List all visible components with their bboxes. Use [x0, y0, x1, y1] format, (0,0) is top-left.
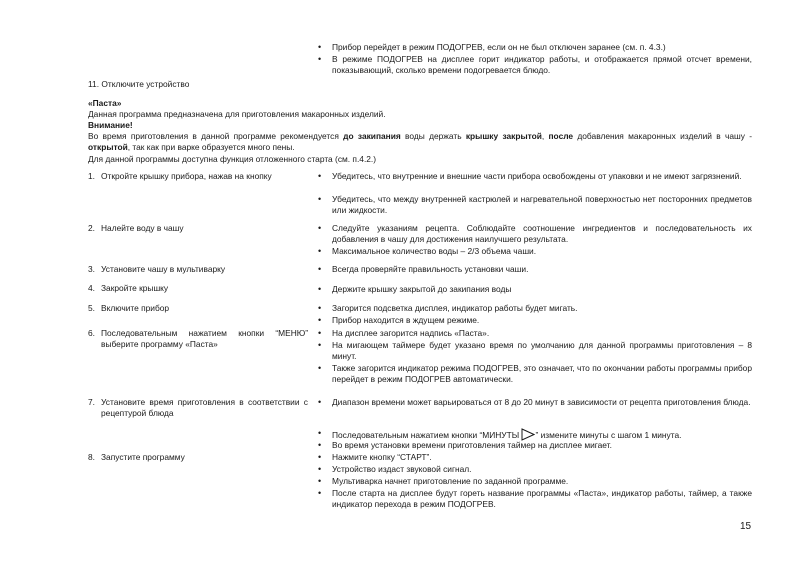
step-5: 5. Включите прибор — [88, 303, 170, 313]
step-8: 8. Запустите программу — [88, 452, 185, 462]
bullet-note: • На мигающем таймере будет указано время по умолчанию для данной программы приготовления – 8 минут. — [318, 340, 752, 362]
step-6: 6. Последовательным нажатием кнопки “МЕНЮ” выберите программу «Паста» — [88, 328, 308, 349]
bullet-note: • Также загорится индикатор режима ПОДОГРЕВ, это означает, что по окончании работы программы прибор перейдет в режим ПОДОГРЕВ автоматически. — [318, 363, 752, 385]
bullet-note: • Диапазон времени может варьироваться от 8 до 20 минут в зависимости от рецепта приготовления блюда. — [318, 397, 752, 408]
step-3: 3. Установите чашу в мультиварку — [88, 264, 226, 274]
bullet-note: • Во время установки времени приготовления таймер на дисплее мигает. — [318, 440, 752, 451]
bullet-note: • Устройство издаст звуковой сигнал. — [318, 464, 752, 475]
bullet-note: • Всегда проверяйте правильность установки чаши. — [318, 264, 752, 275]
bullet-note: • Держите крышку закрытой до закипания воды — [318, 284, 752, 295]
bullet-note: • Следуйте указаниям рецепта. Соблюдайте соотношение ингредиентов и последовательность их добавления в чашу для достижения наилучшего результата. — [318, 223, 752, 245]
step-2: 2. Налейте воду в чашу — [88, 223, 184, 233]
bullet-note: • После старта на дисплее будут гореть название программы «Паста», индикатор работы, таймер, а также индикатор перехода в режим ПОДОГРЕВ. — [318, 488, 752, 510]
section-title: «Паста» — [88, 98, 122, 108]
bullet-note: • Убедитесь, что внутренние и внешние части прибора освобождены от упаковки и не имеют загрязнений. — [318, 171, 752, 182]
bullet-note: • Прибор находится в ждущем режиме. — [318, 315, 752, 326]
bullet-note: • Мультиварка начнет приготовление по заданной программе. — [318, 476, 752, 487]
bullet-note: • Нажмите кнопку “СТАРТ”. — [318, 452, 752, 463]
warning-label: Внимание! — [88, 120, 133, 130]
bullet-note: • В режиме ПОДОГРЕВ на дисплее горит индикатор работы, и отображается прямой отсчет времени, показывающий, сколько времени подогревается блюдо. — [318, 54, 752, 76]
step-4: 4. Закройте крышку — [88, 283, 169, 293]
bullet-note: • На дисплее загорится надпись «Паста». — [318, 328, 752, 339]
section-intro: Данная программа предназначена для приготовления макаронных изделий. — [88, 109, 386, 119]
step-1: 1. Откройте крышку прибора, нажав на кнопку — [88, 171, 272, 181]
page-number: 15 — [740, 521, 752, 532]
step-7: 7. Установите время приготовления в соответствии с рецептурой блюда — [88, 397, 308, 418]
bullet-note-minutes: • Последовательным нажатием кнопки “МИНУТЫ ” измените минуты с шагом 1 минута. — [318, 428, 752, 444]
delayed-start-note: Для данной программы доступна функция отложенного старта (см. п.4.2.) — [88, 154, 377, 164]
bullet-note: • Убедитесь, что между внутренней кастрюлей и нагревательной поверхностью нет посторонних предметов или жидкости. — [318, 194, 752, 216]
bullet-note: • Загорится подсветка дисплея, индикатор работы будет мигать. — [318, 303, 752, 314]
bullet-note: • Максимальное количество воды – 2/3 объема чаши. — [318, 246, 752, 257]
step-11: 11. Отключите устройство — [88, 79, 190, 89]
warning-text: Во время приготовления в данной программе рекомендуется до закипания воды держать крышку закрытой, после добавления макаронных изделий в чашу - открытой, так как при варке образуется много пены. — [88, 131, 752, 152]
bullet-note: • Прибор перейдет в режим ПОДОГРЕВ, если он не был отключен заранее (см. п. 4.3.) — [318, 42, 752, 53]
